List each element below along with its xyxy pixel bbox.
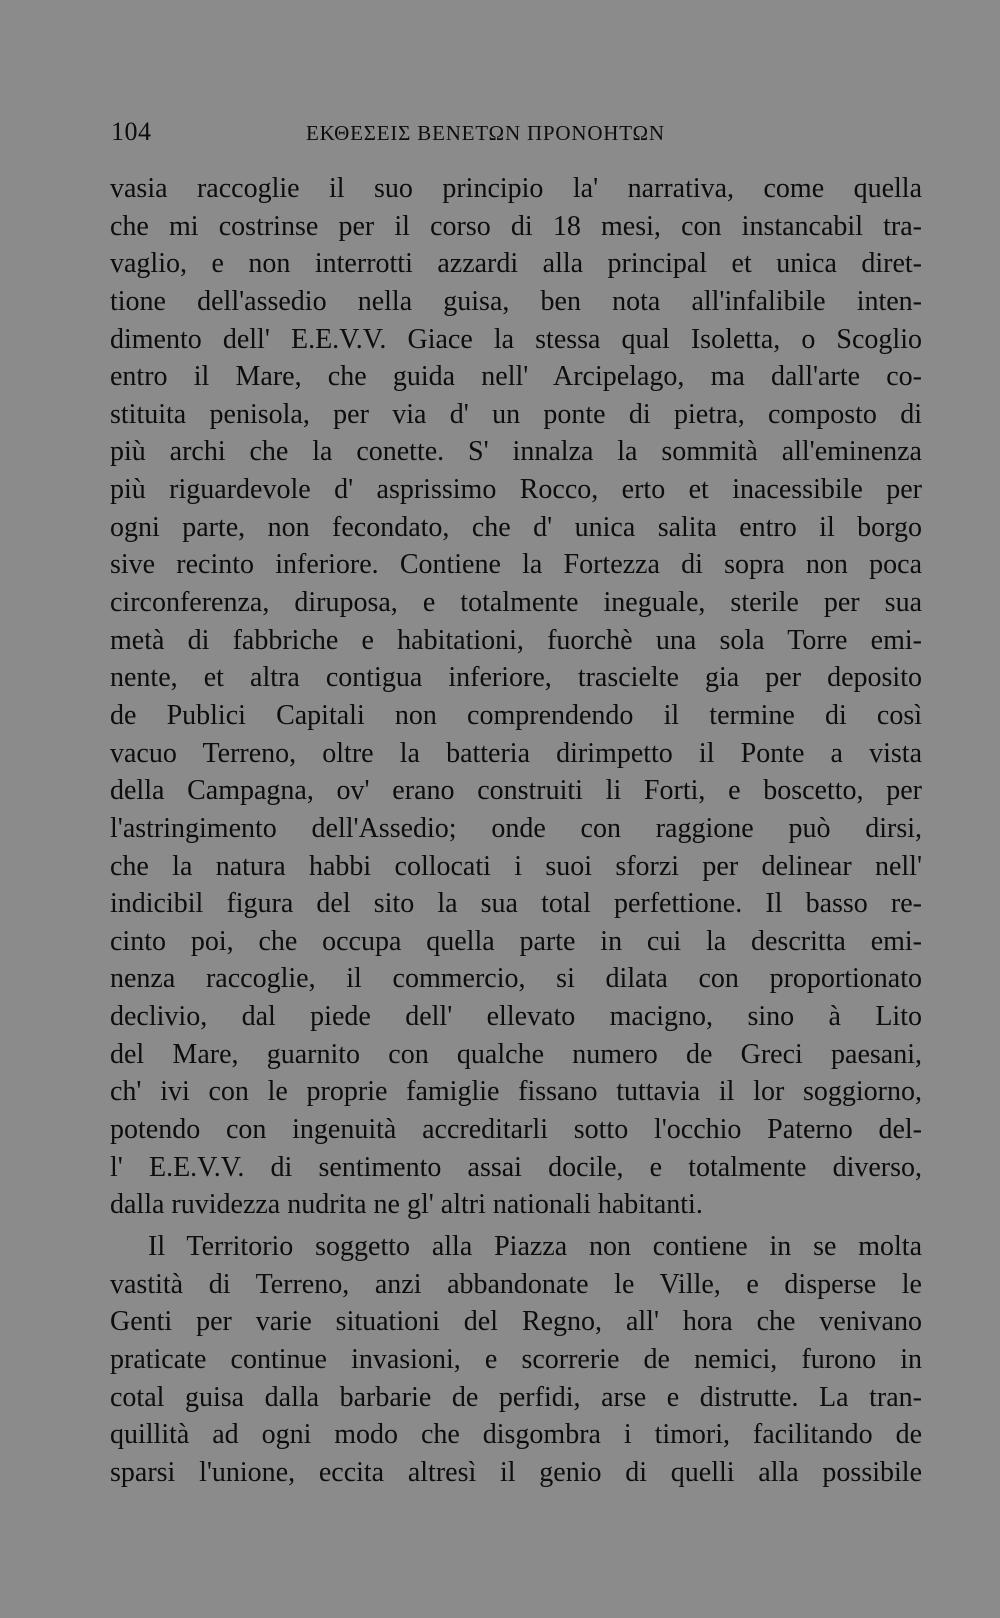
page-header — [111, 118, 922, 150]
text-line: vaglio, e non interrotti azzardi alla principal et unica diret- — [110, 248, 922, 280]
text-line: nente, et altra contigua inferiore, trascielte gia per deposito — [110, 662, 922, 694]
text-line: cinto poi, che occupa quella parte in cui la descritta emi- — [110, 925, 922, 957]
text-line: dimento dell' E.E.V.V. Giace la stessa qual Isoletta, o Scoglio — [110, 323, 922, 355]
text-line: più archi che la conette. S' innalza la sommità all'eminenza — [110, 436, 922, 468]
text-line: del Mare, guarnito con qualche numero de Greci paesani, — [110, 1038, 922, 1070]
text-line: l' E.E.V.V. di sentimento assai docile, e totalmente diverso, — [110, 1151, 922, 1183]
paragraph-1 — [110, 170, 922, 1224]
text-line: stituita penisola, per via d' un ponte di pietra, composto di — [110, 398, 922, 430]
body-text — [110, 170, 922, 1491]
text-line: indicibil figura del sito la sua total perfettione. Il basso re- — [110, 888, 922, 920]
text-line: vastità di Terreno, anzi abbandonate le Ville, e disperse le — [110, 1268, 922, 1300]
text-line: che mi costrinse per il corso di 18 mesi, con instancabil tra- — [110, 210, 922, 242]
text-line: più riguardevole d' asprissimo Rocco, erto et inacessibile per — [110, 474, 922, 506]
text-line: entro il Mare, che guida nell' Arcipelago, ma dall'arte co- — [110, 361, 922, 393]
text-line: tione dell'assedio nella guisa, ben nota all'infalibile inten- — [110, 285, 922, 317]
text-line: vasia raccoglie il suo principio la' narrativa, come quella — [110, 173, 922, 204]
text-line: sparsi l'unione, eccita altresì il genio di quelli alla possibile — [110, 1456, 922, 1488]
page-number: 104 — [111, 117, 152, 146]
text-line: praticate continue invasioni, e scorrerie de nemici, furono in — [110, 1343, 922, 1375]
text-line: dalla ruvidezza nudrita ne gl' altri nationali habitanti. — [110, 1189, 703, 1221]
text-line: l'astringimento dell'Assedio; onde con raggione può dirsi, — [110, 812, 922, 844]
text-line: circonferenza, diruposa, e totalmente ineguale, sterile per sua — [110, 587, 922, 619]
text-line: sive recinto inferiore. Contiene la Fortezza di sopra non poca — [110, 549, 922, 581]
text-line: metà di fabbriche e habitationi, fuorchè una sola Torre emi- — [110, 624, 922, 656]
text-line: declivio, dal piede dell' ellevato macigno, sino à Lito — [110, 1001, 922, 1033]
text-line: della Campagna, ov' erano construiti li Forti, e boscetto, per — [110, 775, 922, 807]
text-line: Genti per varie situationi del Regno, all' hora che venivano — [110, 1306, 922, 1338]
text-line: ogni parte, non fecondato, che d' unica salita entro il borgo — [110, 511, 922, 543]
text-line: de Publici Capitali non comprendendo il termine di così — [110, 699, 922, 731]
text-line: quillità ad ogni modo che disgombra i timori, facilitando de — [110, 1419, 922, 1451]
text-line: potendo con ingenuità accreditarli sotto l'occhio Paterno del- — [110, 1114, 922, 1146]
text-line: vacuo Terreno, oltre la batteria dirimpetto il Ponte a vista — [110, 737, 922, 769]
running-head: ΕΚΘΕΣΕΙΣ ΒΕΝΕΤΩΝ ΠΡΟΝΟΗΤΩΝ — [306, 121, 665, 145]
paragraph-2 — [110, 1228, 922, 1491]
text-line: cotal guisa dalla barbarie de perfidi, arse e distrutte. La tran- — [110, 1381, 922, 1413]
text-line: che la natura habbi collocati i suoi sforzi per delinear nell' — [110, 850, 922, 882]
text-line: nenza raccoglie, il commercio, si dilata con proportionato — [110, 963, 922, 995]
text-line: ch' ivi con le proprie famiglie fissano tuttavia il lor soggiorno, — [110, 1076, 922, 1108]
text-line: Il Territorio soggetto alla Piazza non contiene in se molta — [148, 1230, 922, 1262]
